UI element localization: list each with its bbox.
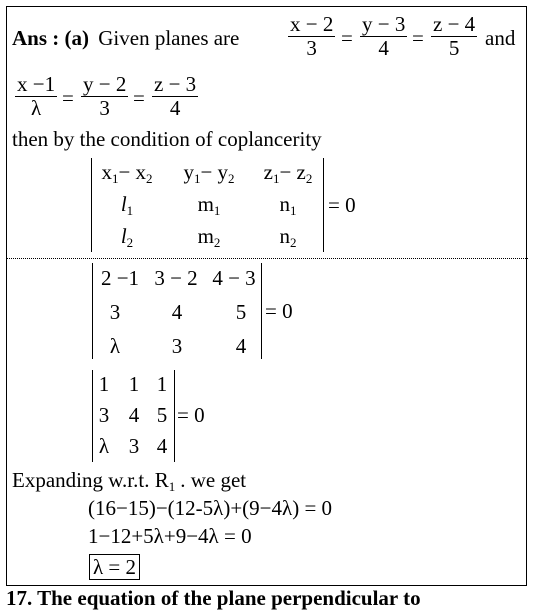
det2-equals-zero: = 0	[265, 299, 293, 323]
det3-equals-zero: = 0	[177, 403, 205, 427]
det-cell: 3	[109, 300, 121, 324]
fraction-denominator: λ	[30, 96, 42, 120]
equals-sign: =	[62, 86, 74, 110]
det-cell: 3 − 2	[154, 266, 198, 290]
equals-sign: =	[412, 26, 424, 50]
det-cell: 2 −1	[100, 266, 140, 290]
equals-sign: =	[341, 26, 353, 50]
equals-sign: =	[133, 86, 145, 110]
det-cell: 1	[98, 372, 110, 396]
page-divider	[7, 258, 528, 259]
det-cell: 1	[128, 372, 140, 396]
plane2-fraction-z	[152, 73, 198, 120]
det-cell: 4	[235, 334, 247, 358]
det-cell: 4 − 3	[212, 266, 256, 290]
det-cell: 3	[171, 334, 183, 358]
det-cell: $n_1$	[279, 192, 297, 218]
fraction-numerator: z − 4	[433, 12, 476, 36]
det-cell: 4	[156, 434, 168, 458]
det-cell: $m_1$	[197, 192, 221, 218]
ans-label: Ans :	[12, 26, 60, 50]
det-cell: 5	[235, 300, 247, 324]
answer-intro	[12, 26, 239, 50]
det-cell: λ	[98, 434, 110, 458]
det-cell: $m_2$	[197, 224, 221, 250]
det-cell: 4	[171, 300, 183, 324]
fraction-numerator: x −1	[17, 72, 56, 96]
det-cell: λ	[109, 334, 121, 358]
plane2-fraction-x	[15, 73, 57, 120]
fraction-denominator: 3	[306, 36, 317, 60]
fraction-denominator: 3	[99, 96, 110, 120]
det-cell: 1	[156, 372, 168, 396]
det-cell: $n_2$	[279, 224, 297, 250]
next-question-partial: 17. The equation of the plane perpendicular to	[6, 586, 421, 610]
plane1-fraction-x	[288, 13, 335, 60]
result-box: λ = 2	[89, 554, 140, 580]
det-cell: $x_1- x_2$	[101, 160, 153, 186]
fraction-denominator: 4	[378, 36, 389, 60]
det-cell: $z_1- z_2$	[263, 160, 313, 186]
det-cell: 4	[128, 403, 140, 427]
fraction-denominator: 4	[169, 96, 181, 120]
det-cell: 3	[128, 434, 140, 458]
ans-part: (a)	[64, 26, 90, 50]
fraction-numerator: y − 2	[83, 72, 127, 96]
simplified-determinant	[92, 370, 175, 462]
fraction-numerator: x − 2	[290, 12, 334, 36]
fraction-numerator: z − 3	[154, 72, 197, 96]
coplanarity-determinant	[91, 158, 324, 252]
fraction-numerator: y − 3	[362, 12, 406, 36]
expansion-equation: (16−15)−(12-5λ)+(9−4λ) = 0	[88, 496, 333, 520]
expanding-text: Expanding w.r.t. $R_1$ . we get	[12, 468, 247, 494]
plane1-fraction-y	[360, 13, 407, 60]
answer-box	[6, 6, 527, 586]
given-planes-text: Given planes are	[98, 26, 240, 50]
fraction-denominator: 5	[448, 36, 460, 60]
numeric-determinant	[92, 263, 262, 359]
plane2-fraction-y	[81, 73, 128, 120]
plane1-fraction-z	[431, 13, 477, 60]
condition-text: then by the condition of coplancerity	[12, 127, 322, 151]
det1-equals-zero: = 0	[328, 193, 356, 217]
simplified-equation: 1−12+5λ+9−4λ = 0	[88, 524, 252, 548]
det-cell: 3	[98, 403, 110, 427]
det-cell: $l_2$	[120, 224, 134, 250]
and-text: and	[485, 26, 516, 50]
det-cell: $l_1$	[120, 192, 134, 218]
det-cell: $y_1- y_2$	[183, 160, 235, 186]
det-cell: 5	[156, 403, 168, 427]
